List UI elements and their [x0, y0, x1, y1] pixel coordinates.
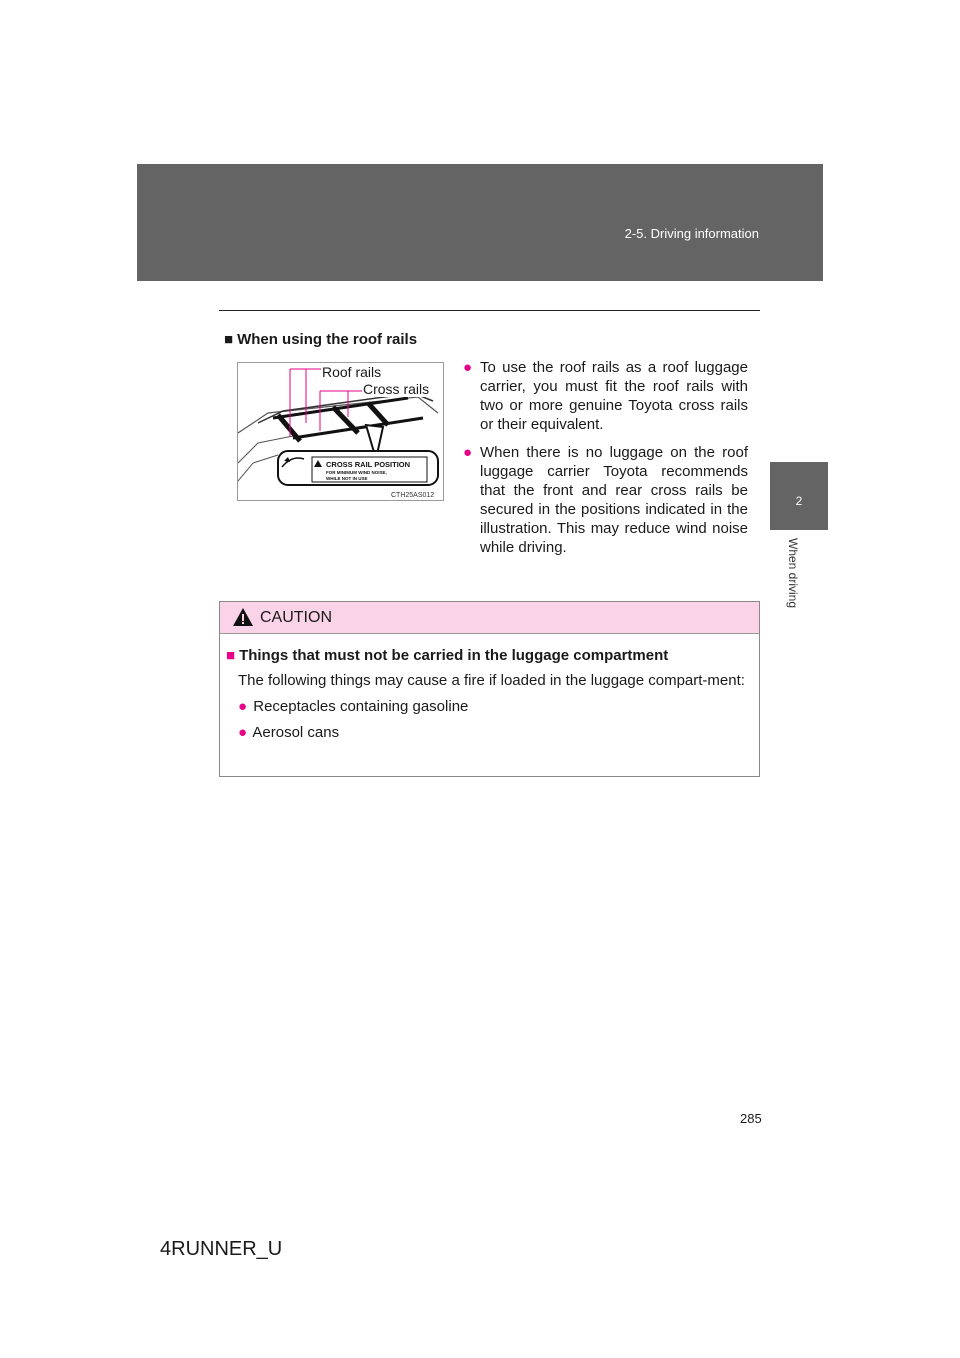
- bullet-dot: ●: [238, 698, 248, 715]
- bullet-text: To use the roof rails as a roof luggage carrier, you must fit the roof rails with two or more genuine Toyota cross rails or their equivalent.: [480, 359, 748, 433]
- sticker-line-1: FOR MINIMUM WIND NOISE,: [326, 470, 387, 475]
- list-item: [463, 443, 748, 557]
- document-id: 4RUNNER_U: [160, 1238, 283, 1260]
- image-code: CTH25AS012: [391, 492, 435, 499]
- roof-rails-label: Roof rails: [322, 364, 382, 380]
- caution-heading-text: Things that must not be carried in the luggage compartment: [239, 647, 669, 664]
- bullet-dot: ●: [463, 444, 473, 461]
- section-title: 2-5. Driving information: [624, 226, 759, 241]
- bullet-text: When there is no luggage on the roof luggage carrier Toyota recommends that the front and rear cross rails be secured in the positions indicated in the illustration. This may reduce wind noise while driving.: [480, 444, 748, 556]
- list-item: [226, 723, 755, 742]
- heading-text: When using the roof rails: [237, 331, 418, 348]
- caution-body: [220, 634, 759, 742]
- cross-rails-label: Cross rails: [363, 381, 430, 397]
- page-number: 285: [740, 1111, 762, 1126]
- caution-text: The following things may cause a fire if loaded in the luggage compart-ment:: [238, 672, 745, 689]
- caution-heading: [226, 646, 755, 665]
- roof-rails-illustration: [237, 362, 444, 501]
- caution-item-text: Aerosol cans: [252, 724, 340, 741]
- bullet-list: [463, 358, 748, 566]
- heading-marker: ■: [224, 331, 234, 348]
- bullet-dot: ●: [463, 359, 473, 376]
- list-item: [463, 358, 748, 434]
- chapter-tab: [770, 462, 828, 530]
- caution-heading-marker: ■: [226, 647, 236, 664]
- chapter-number: 2: [795, 494, 803, 508]
- warning-triangle-icon: [232, 607, 254, 627]
- bullet-dot: ●: [238, 724, 248, 741]
- list-item: [226, 697, 755, 716]
- sticker-title: CROSS RAIL POSITION: [326, 460, 411, 469]
- section-heading: [224, 331, 417, 348]
- chapter-label: When driving: [786, 538, 800, 609]
- caution-item-text: Receptacles containing gasoline: [253, 698, 469, 715]
- caution-header: [220, 602, 759, 634]
- section-rule: [219, 310, 760, 311]
- caution-title: CAUTION: [260, 609, 332, 626]
- sticker-line-2: WHILE NOT IN USE: [326, 476, 368, 481]
- header-band: [137, 164, 823, 281]
- caution-box: [219, 601, 760, 777]
